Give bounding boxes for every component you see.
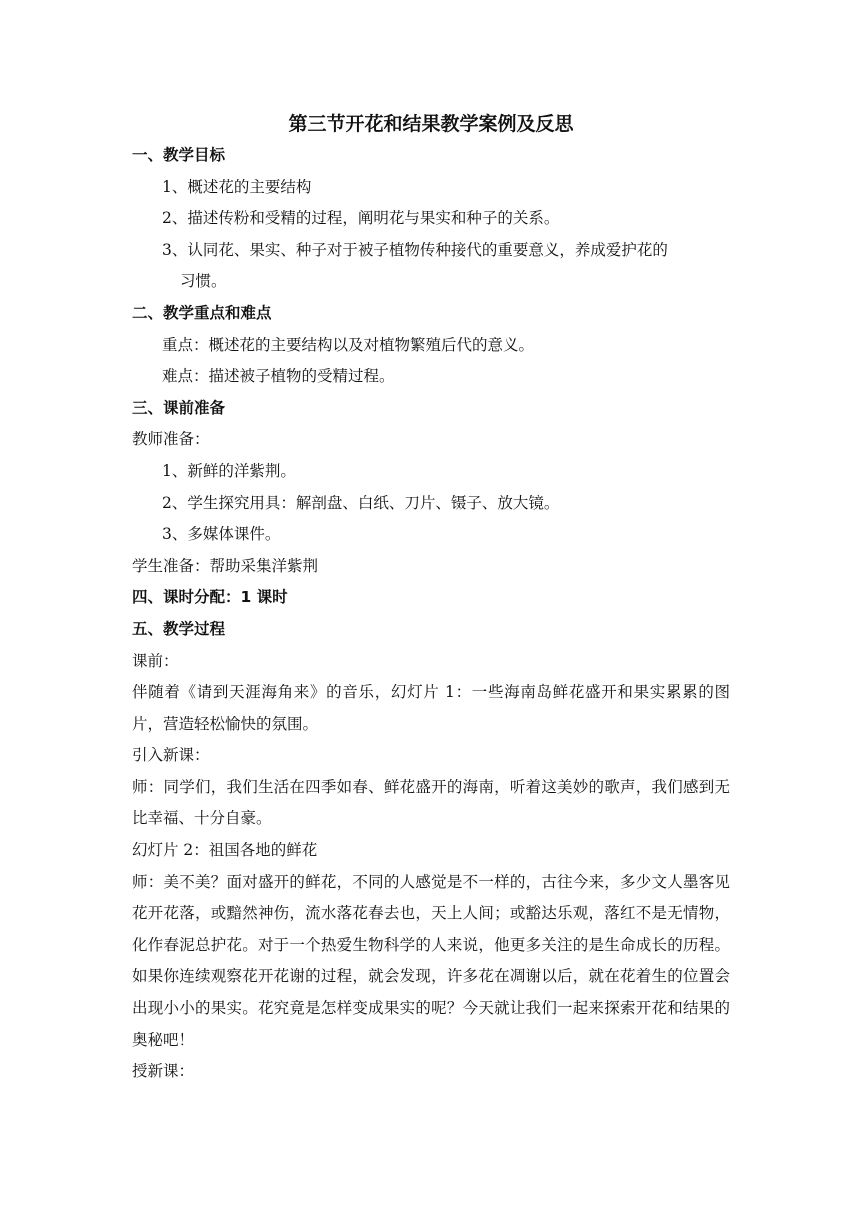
- goal-item-1: 1、概述花的主要结构: [162, 177, 312, 196]
- prep-item-3: 3、多媒体课件。: [162, 525, 281, 544]
- new-lesson-label: 授新课：: [132, 1062, 195, 1081]
- slide-2-caption: 幻灯片 2：祖国各地的鲜花: [132, 841, 318, 860]
- before-class-label: 课前：: [132, 651, 179, 670]
- difficult-point: 难点：描述被子植物的受精过程。: [162, 367, 395, 386]
- document-body: [132, 108, 730, 1088]
- document-title: 第三节开花和结果教学案例及反思: [288, 113, 574, 135]
- goal-item-3: 3、认同花、果实、种子对于被子植物传种接代的重要意义，养成爱护花的: [162, 240, 668, 259]
- section-heading-process: 五、教学过程: [132, 619, 226, 638]
- intro-label: 引入新课：: [132, 746, 210, 765]
- teacher-preparation-label: 教师准备：: [132, 430, 210, 449]
- paragraph-teacher-flowers: 师：美不美？面对盛开的鲜花，不同的人感觉是不一样的，古往今来，多少文人墨客见花开花落，或黯然神伤，流水落花春去也，天上人间；或豁达乐观，落红不是无情物，化作春泥总护花。对于一个热爱生物科学的人来说，他更多关注的是生命成长的历程。如果你连续观察花开花谢的过程，就会发现，许多花在凋谢以后，就在花着生的位置会出现小小的果实。花究竟是怎样变成果实的呢？今天就让我们一起来探索开花和结果的奥秘吧！: [132, 872, 730, 1049]
- goal-item-2: 2、描述传粉和受精的过程，阐明花与果实和种子的关系。: [162, 209, 560, 228]
- section-heading-schedule: 四、课时分配：1 课时: [132, 588, 288, 607]
- section-heading-preparation: 三、课前准备: [132, 398, 226, 417]
- paragraph-music: 伴随着《请到天涯海角来》的音乐，幻灯片 1：一些海南岛鲜花盛开和果实累累的图片，营造轻松愉快的氛围。: [132, 683, 730, 733]
- paragraph-teacher-greeting: 师：同学们，我们生活在四季如春、鲜花盛开的海南，听着这美妙的歌声，我们感到无比幸福、十分自豪。: [132, 777, 730, 828]
- section-heading-key-points: 二、教学重点和难点: [132, 303, 272, 322]
- prep-item-2: 2、学生探究用具：解剖盘、白纸、刀片、镊子、放大镜。: [162, 493, 560, 512]
- key-point: 重点：概述花的主要结构以及对植物繁殖后代的意义。: [162, 335, 535, 354]
- student-preparation: 学生准备：帮助采集洋紫荆: [132, 556, 319, 575]
- goal-item-3-continuation: 习惯。: [180, 272, 227, 291]
- section-heading-goals: 一、教学目标: [132, 146, 226, 164]
- prep-item-1: 1、新鲜的洋紫荆。: [162, 461, 296, 480]
